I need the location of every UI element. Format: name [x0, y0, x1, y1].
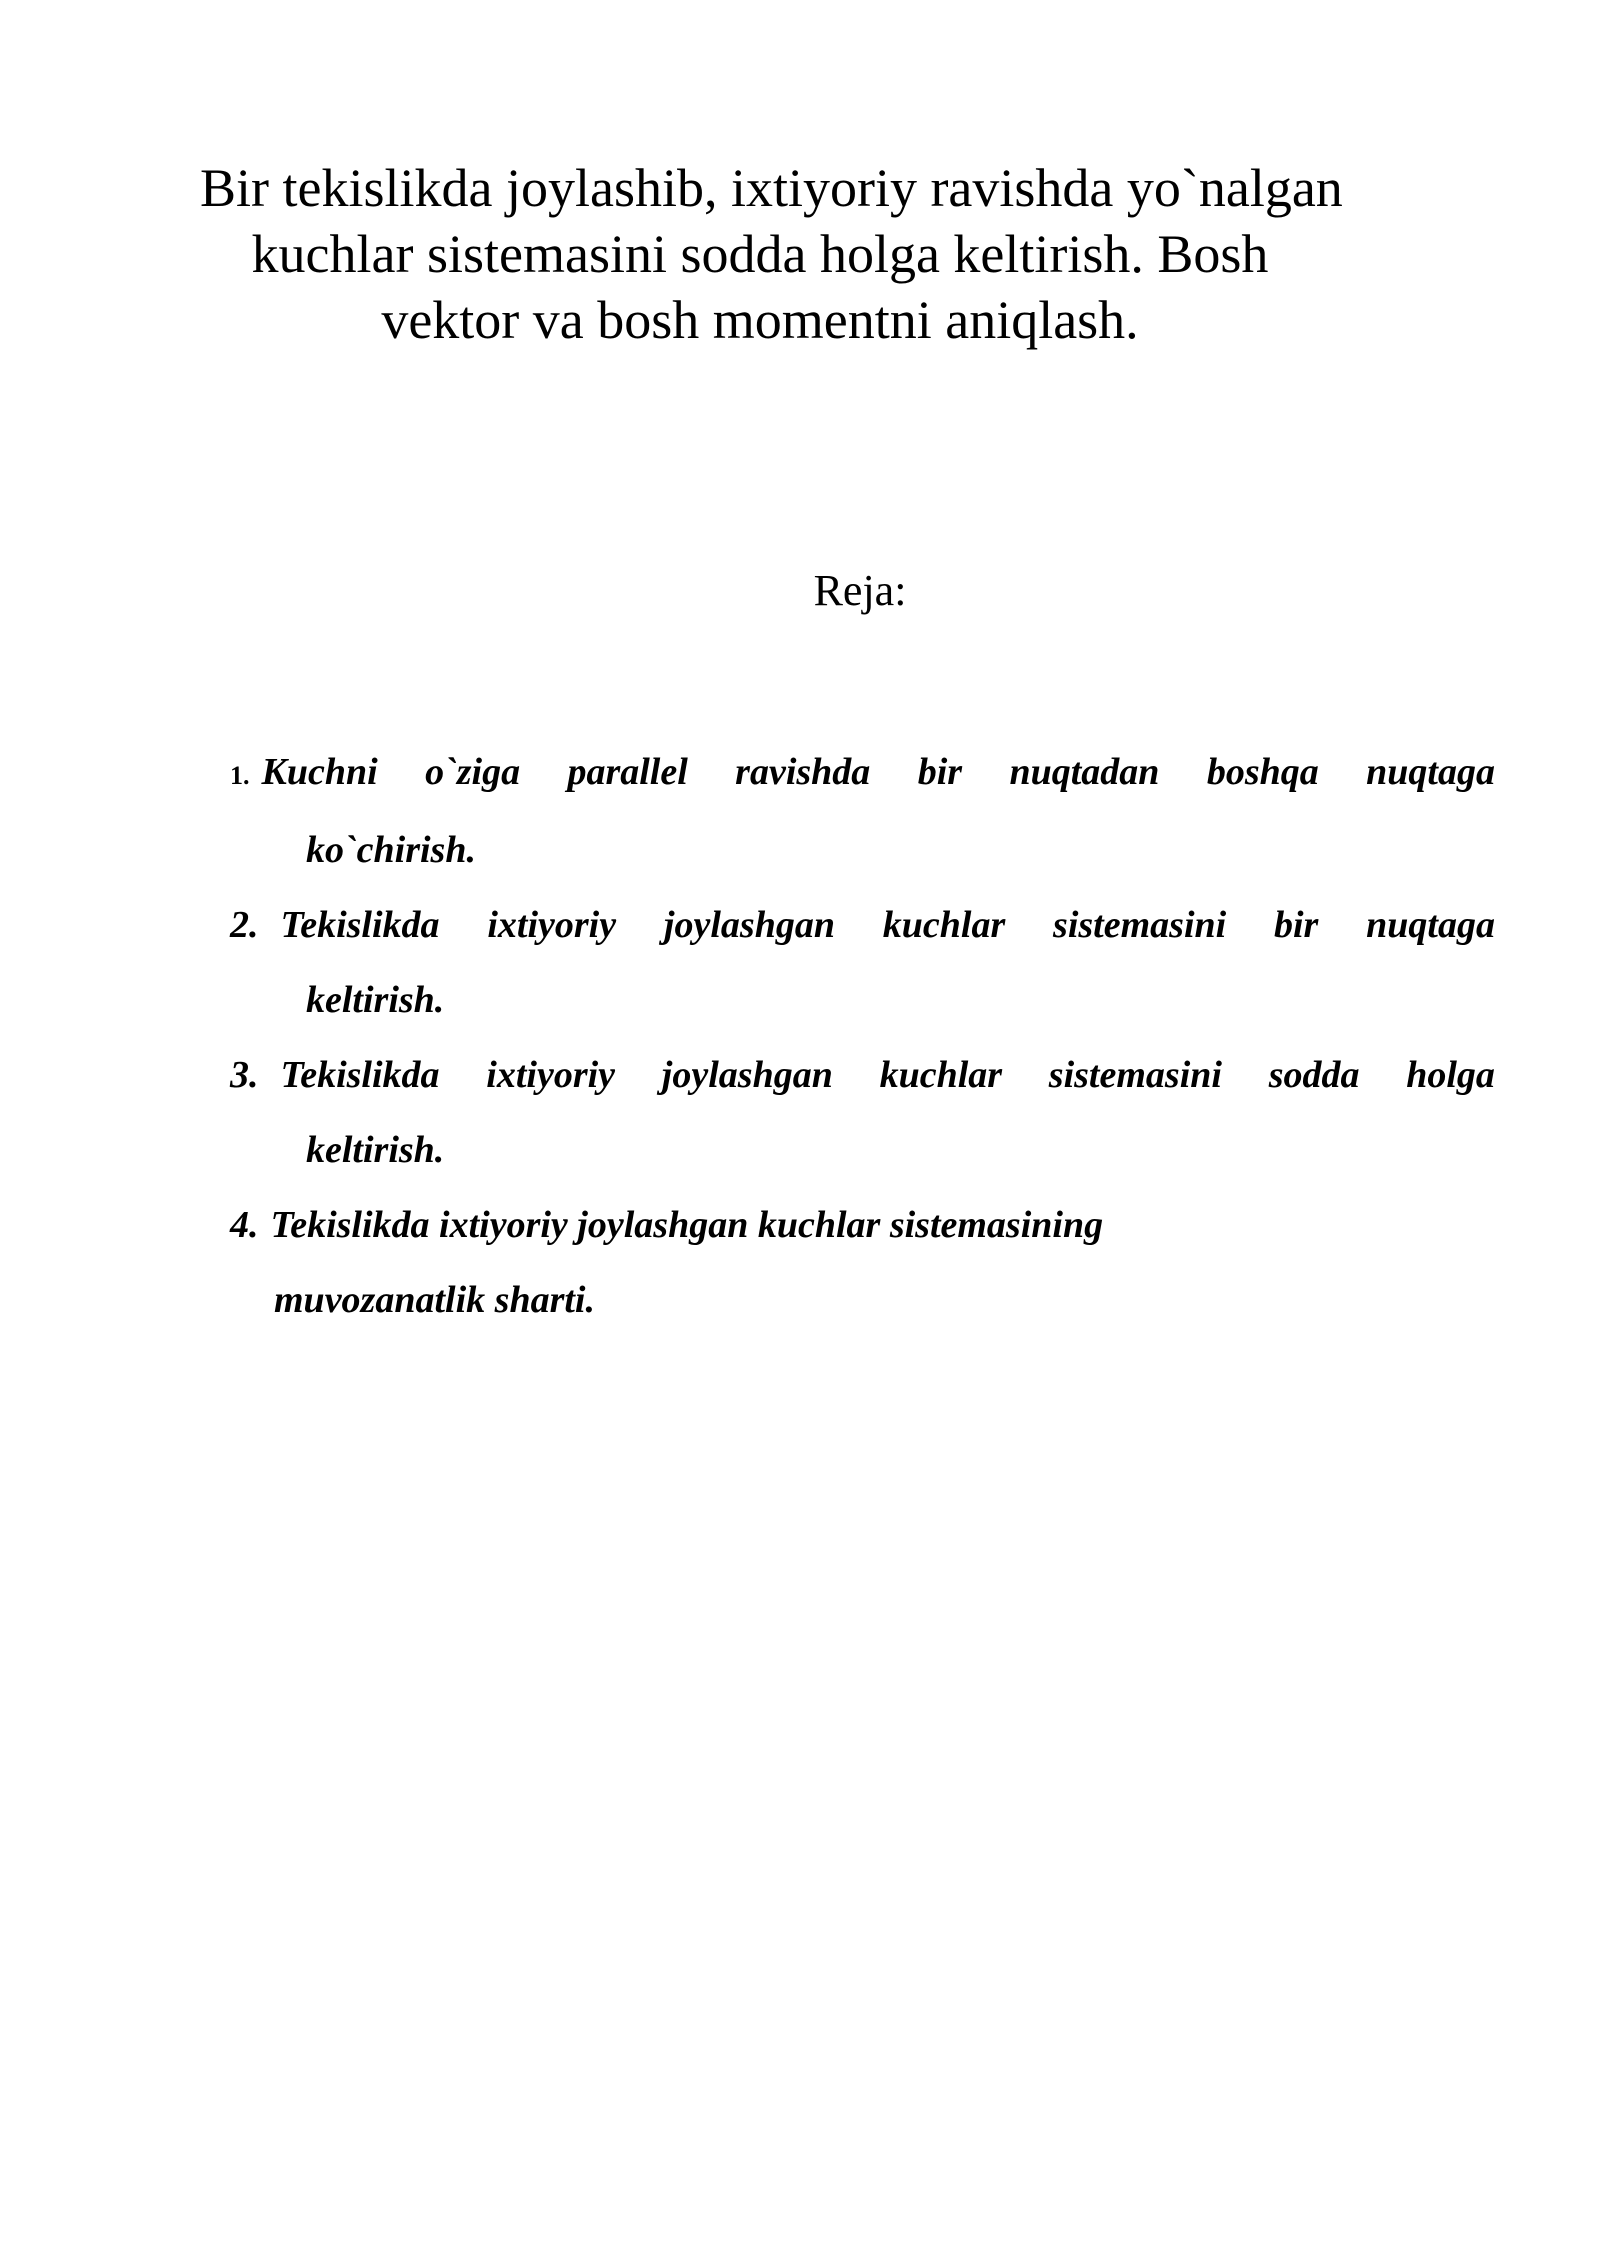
plan-word: joylashgan [661, 1054, 833, 1096]
plan-word: kuchlar [882, 904, 1006, 946]
plan-word: sistemasini [1048, 1054, 1222, 1096]
plan-list [230, 735, 1495, 1338]
plan-word: sistemasini [1053, 904, 1227, 946]
plan-word: sodda [1268, 1054, 1360, 1096]
plan-word: ravishda [735, 751, 871, 793]
plan-word: Tekislikda [280, 1054, 440, 1096]
plan-item-3-line-2: keltirish. [306, 1129, 445, 1171]
plan-word: parallel [567, 751, 688, 793]
plan-item-number: 2. [230, 904, 259, 946]
title-line-3: vektor va bosh momentni aniqlash. [381, 290, 1139, 350]
plan-heading: Reja: [813, 566, 907, 615]
plan-word: bir [917, 751, 963, 793]
plan-word: holga [1406, 1054, 1495, 1096]
plan-item-4-text: Tekislikda ixtiyoriy joylashgan kuchlar sistemasining [270, 1204, 1104, 1246]
plan-item-number: 1. [230, 761, 250, 790]
plan-item-2-line-1 [230, 888, 1495, 963]
plan-word: joylashgan [663, 904, 835, 946]
plan-item-3-line-1 [230, 1038, 1495, 1113]
plan-item-3 [230, 1038, 1495, 1188]
plan-word: nuqtaga [1366, 751, 1495, 793]
title-line-1: Bir tekislikda joylashib, ixtiyoriy ravishda yo`nalgan [200, 158, 1343, 218]
title-line-2: kuchlar sistemasini sodda holga keltirish. Bosh [251, 224, 1269, 284]
plan-word: ixtiyoriy [487, 904, 617, 946]
plan-word: bir [1274, 904, 1319, 946]
plan-item-number: 4. [230, 1204, 259, 1246]
plan-item-1 [230, 735, 1495, 888]
plan-item-number: 3. [230, 1054, 259, 1096]
plan-word: o`ziga [425, 751, 521, 793]
plan-word: Kuchni [261, 751, 378, 793]
plan-item-4-line-1 [230, 1188, 1495, 1263]
plan-word: boshqa [1206, 751, 1319, 793]
plan-item-1-line-1 [230, 735, 1495, 813]
plan-item-4-line-2: muvozanatlik sharti. [274, 1279, 595, 1321]
plan-item-2 [230, 888, 1495, 1038]
plan-word: Tekislikda [280, 904, 440, 946]
plan-word: ixtiyoriy [486, 1054, 616, 1096]
plan-word: kuchlar [879, 1054, 1003, 1096]
document-title [200, 155, 1343, 353]
plan-item-1-line-2: ko`chirish. [306, 829, 476, 871]
plan-item-4 [230, 1188, 1495, 1338]
plan-word: nuqtaga [1366, 904, 1495, 946]
plan-item-2-line-2: keltirish. [306, 979, 445, 1021]
plan-word: nuqtadan [1009, 751, 1160, 793]
